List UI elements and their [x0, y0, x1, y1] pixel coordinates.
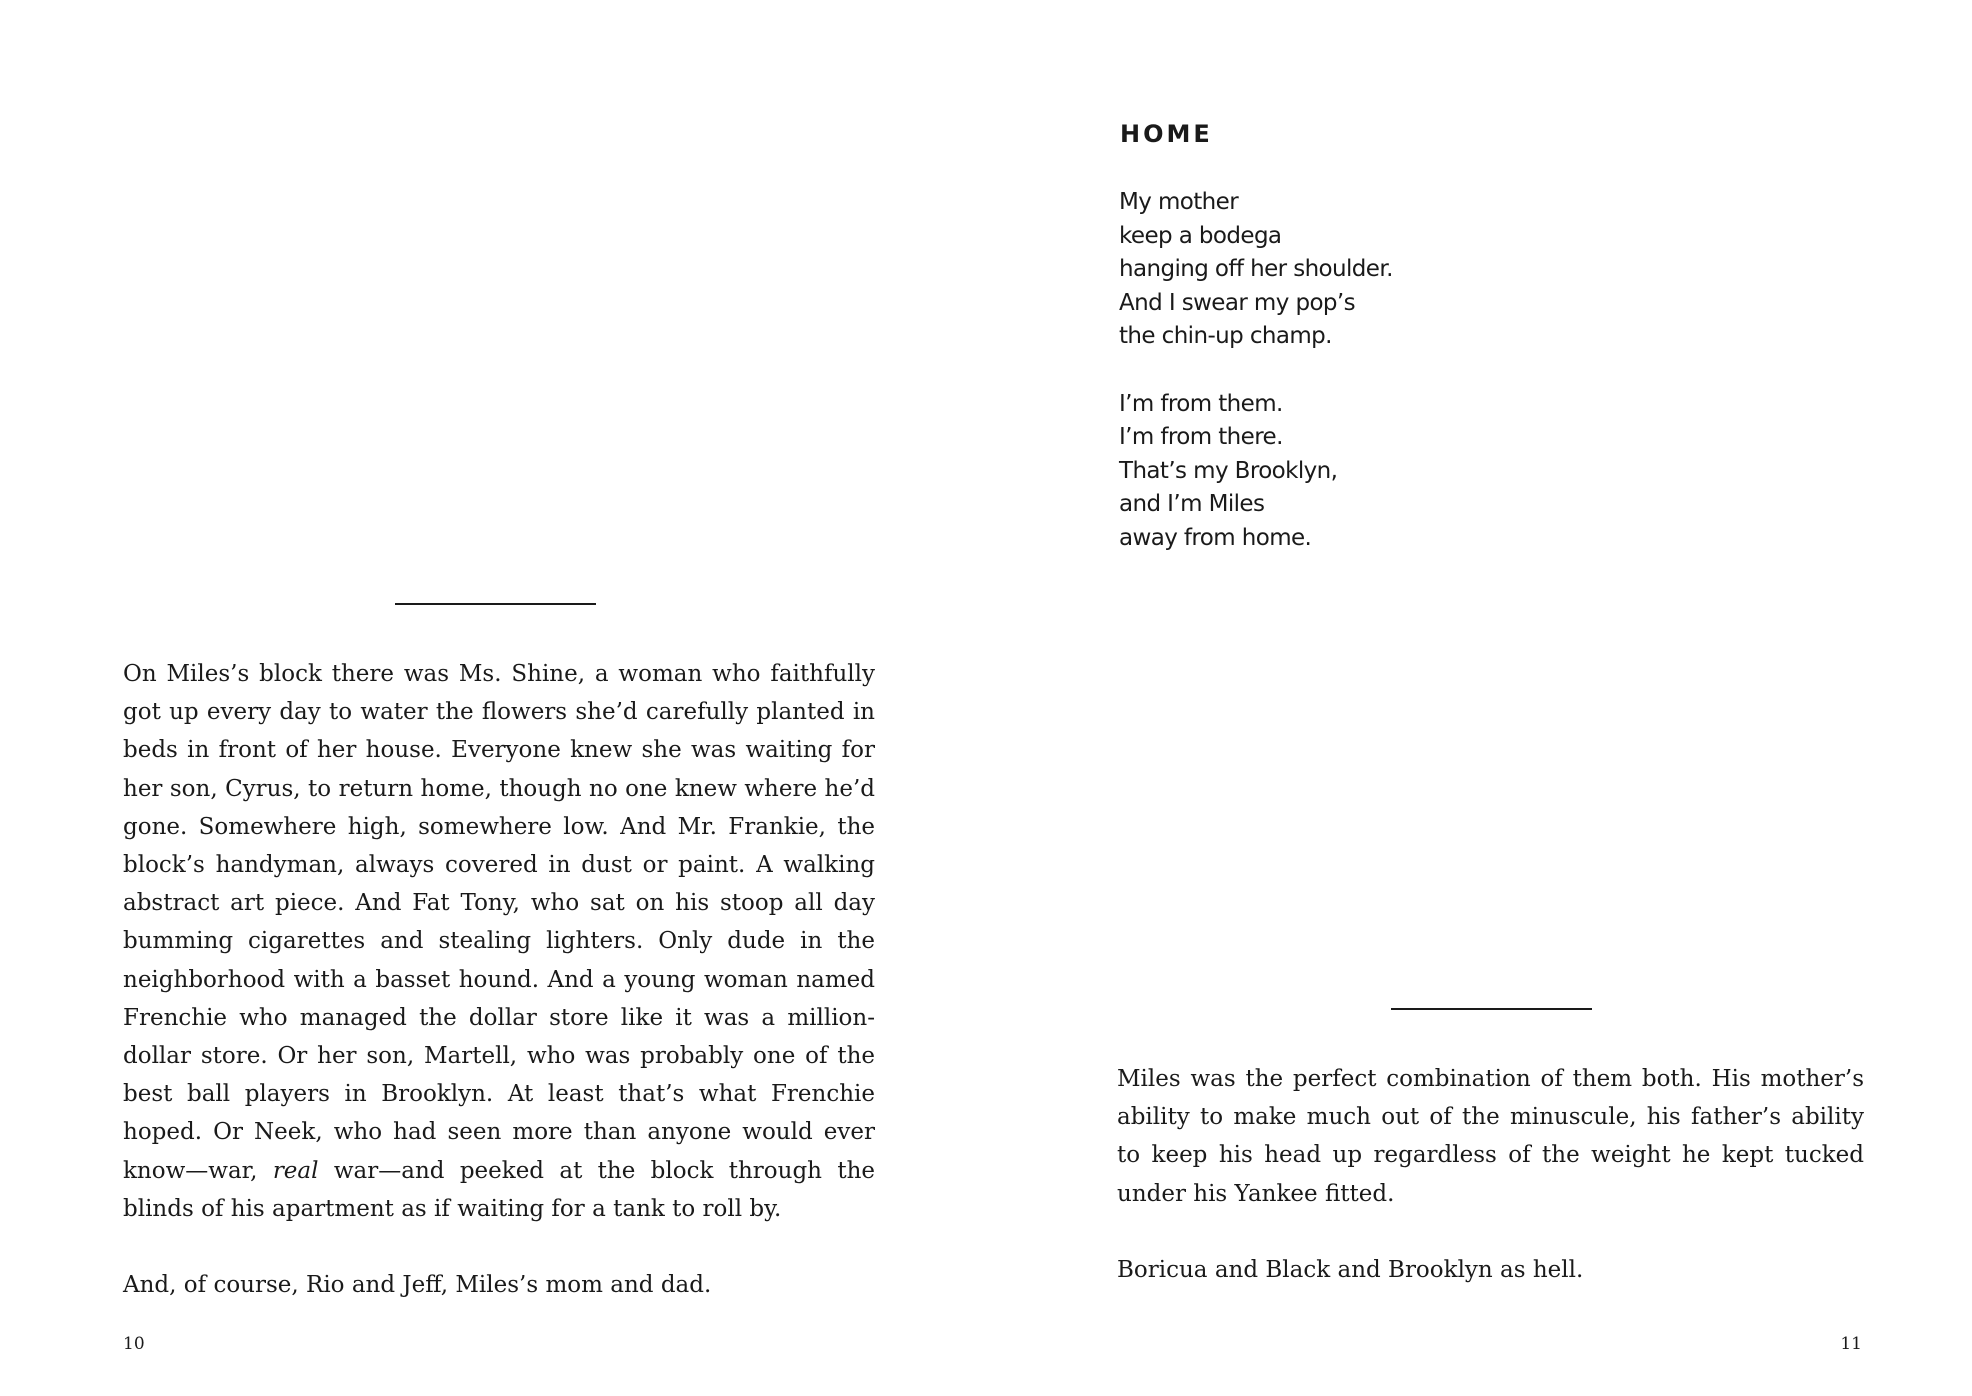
poem-line: My mother	[1119, 189, 1239, 215]
poem-line: hanging off her shoulder.	[1119, 256, 1393, 283]
left-body-text	[123, 655, 875, 1304]
left-paragraph-main-end: war—and peeked at the block through the blinds of his apartment as if waiting for a tank to roll by.	[123, 1157, 875, 1222]
poem-line: That’s my Brooklyn,	[1119, 457, 1338, 484]
poem-line: And I swear my pop’s	[1119, 289, 1356, 316]
poem-line: and I’m Miles	[1119, 491, 1265, 518]
page-number-left: 10	[123, 1334, 145, 1354]
poem	[1119, 186, 1393, 556]
section-divider-right	[1391, 1008, 1592, 1010]
left-paragraph-main	[123, 655, 875, 1228]
poem-line: away from home.	[1119, 524, 1312, 551]
poem-stanza-1	[1119, 186, 1393, 354]
left-paragraph-main-start: On Miles’s block there was Ms. Shine, a woman who faithfully got up every day to water the flowers she’d carefully planted in beds in front of her house. Everyone knew she was waiting for her son, Cyrus, to return home, though no one knew where he’d gone. Somewhere high, somewhere low. And Mr. Frankie, the block’s handyman, always covered in dust or paint. A walking abstract art piece. And Fat Tony, who sat on his stoop all day bumming cigarettes and stealing lighters. Only dude in the neighborhood with a basset hound. And a young woman named Frenchie who managed the dollar store like it was a million-dollar store. Or her son, Martell, who was probably one of the best ball players in Brooklyn. At least that’s what Frenchie hoped. Or Neek, who had seen more than anyone would ever know—war,	[123, 661, 875, 1184]
italic-emphasis: real	[272, 1157, 319, 1184]
left-paragraph-second: And, of course, Rio and Jeff, Miles’s mom and dad.	[123, 1272, 712, 1299]
poem-line: keep a bodega	[1119, 222, 1282, 249]
poem-stanza-2	[1119, 388, 1393, 556]
right-body-text	[1117, 1060, 1864, 1289]
poem-line: I’m from there.	[1119, 424, 1283, 451]
right-paragraph-second: Boricua and Black and Brooklyn as hell.	[1117, 1256, 1584, 1283]
section-divider-left	[395, 603, 596, 605]
poem-line: I’m from them.	[1119, 390, 1283, 417]
right-page	[986, 0, 1972, 1396]
poem-line: the chin-up champ.	[1119, 323, 1332, 350]
poem-title: HOME	[1120, 120, 1213, 148]
right-paragraph-main: Miles was the perfect combination of them both. His mother’s ability to make much out of the minuscule, his father’s ability to keep his head up regardless of the weight he kept tucked under his Yankee fitted.	[1117, 1066, 1864, 1207]
page-number-right: 11	[1840, 1334, 1862, 1354]
